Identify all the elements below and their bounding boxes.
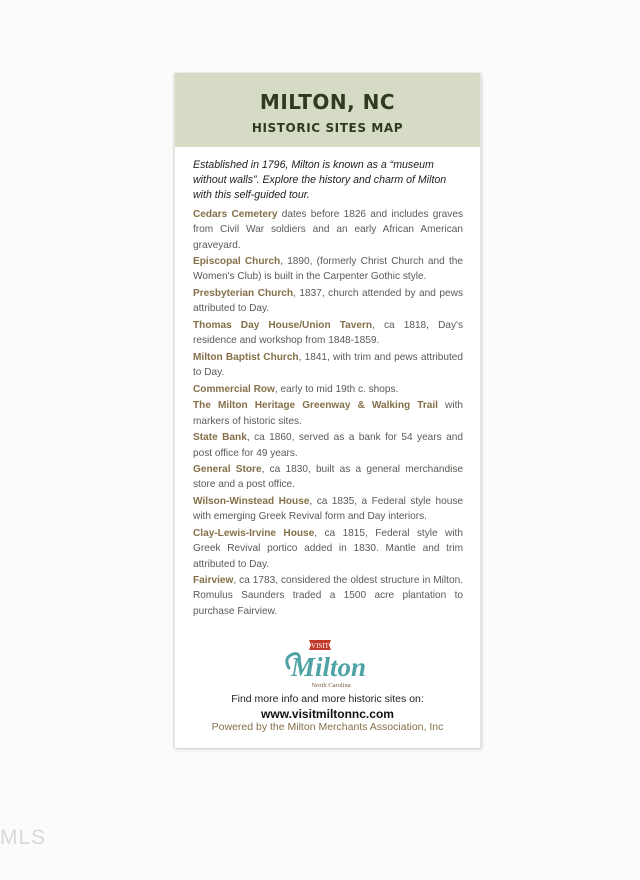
site-entry-thomas-day-house [193, 318, 463, 349]
site-name: Milton Baptist Church [193, 351, 299, 363]
logo-banner-text: VISIT [311, 642, 329, 650]
site-entry-commercial-row [193, 382, 463, 397]
site-name: Episcopal Church [193, 256, 281, 268]
visit-milton-logo [275, 638, 385, 690]
site-name: The Milton Heritage Greenway & Walking Trail [193, 400, 438, 412]
site-entry-cedars-cemetery [193, 207, 463, 253]
header-band [175, 73, 480, 147]
site-name: State Bank [193, 432, 247, 444]
find-more-text: Find more info and more historic sites on: [231, 693, 424, 705]
site-description: , ca 1835, a Federal style house with emerging Greek Revival form and Day interiors. [193, 496, 463, 523]
site-description: dates before 1826 and includes graves from Civil War soldiers and an early African American graveyard. [193, 209, 463, 251]
site-entry-presbyterian-church [193, 286, 463, 317]
site-description: , 1890, (formerly Christ Church and the Women's Club) is built in the Carpenter Gothic style. [193, 256, 463, 283]
site-entry-milton-baptist-church [193, 350, 463, 381]
site-entry-state-bank [193, 430, 463, 461]
website-url: www.visitmiltonnc.com [261, 707, 394, 721]
site-description: , 1837, church attended by and pews attributed to Day. [193, 288, 463, 315]
brochure [174, 73, 481, 748]
site-name: Commercial Row [193, 383, 275, 395]
mls-watermark: MLS [0, 826, 47, 849]
site-name: Wilson-Winstead House [193, 496, 310, 508]
logo-tagline: North Carolina [311, 682, 351, 689]
site-entry-episcopal-church [193, 254, 463, 285]
site-name: Thomas Day House/Union Tavern [193, 319, 373, 331]
site-entry-general-store [193, 462, 463, 493]
intro-text: Established in 1796, Milton is known as a “museum without walls”. Explore the history and charm of Milton with this self-guided tour. [193, 159, 447, 202]
logo-name: Milton [291, 652, 367, 682]
site-name: Presbyterian Church [193, 288, 294, 300]
site-entry-clay-lewis-irvine-house [193, 526, 463, 572]
site-description: with markers of historic sites. [193, 400, 463, 427]
site-name: Fairview [193, 575, 234, 587]
site-description: , ca 1818, Day's residence and workshop from 1848-1859. [193, 319, 463, 347]
page-title: MILTON, NC [259, 90, 396, 114]
site-entry-fairview [193, 573, 463, 619]
powered-by-text: Powered by the Milton Merchants Association, Inc [211, 721, 444, 733]
sites-list [193, 207, 463, 620]
site-description: , ca 1860, served as a bank for 54 years and post office for 49 years. [193, 432, 463, 459]
site-description: , ca 1830, built as a general merchandise store and a post office. [193, 464, 464, 491]
site-name: Cedars Cemetery [193, 209, 278, 220]
site-name: Clay-Lewis-Irvine House [193, 527, 315, 539]
site-description: , ca 1815, Federal style with Greek Revival portico added in 1830. Mantle and trim attributed to Day. [193, 527, 463, 570]
site-description: , early to mid 19th c. shops. [274, 383, 399, 395]
site-description: , ca 1783, considered the oldest structure in Milton. Romulus Saunders traded a 1500 acre plantation to purchase Fairview. [193, 575, 463, 617]
site-description: , 1841, with trim and pews attributed to Day. [193, 351, 463, 379]
site-name: General Store [193, 464, 262, 476]
site-entry-heritage-greenway [193, 398, 463, 429]
page-subtitle: HISTORIC SITES MAP [251, 121, 404, 135]
site-entry-wilson-winstead-house [193, 494, 463, 525]
